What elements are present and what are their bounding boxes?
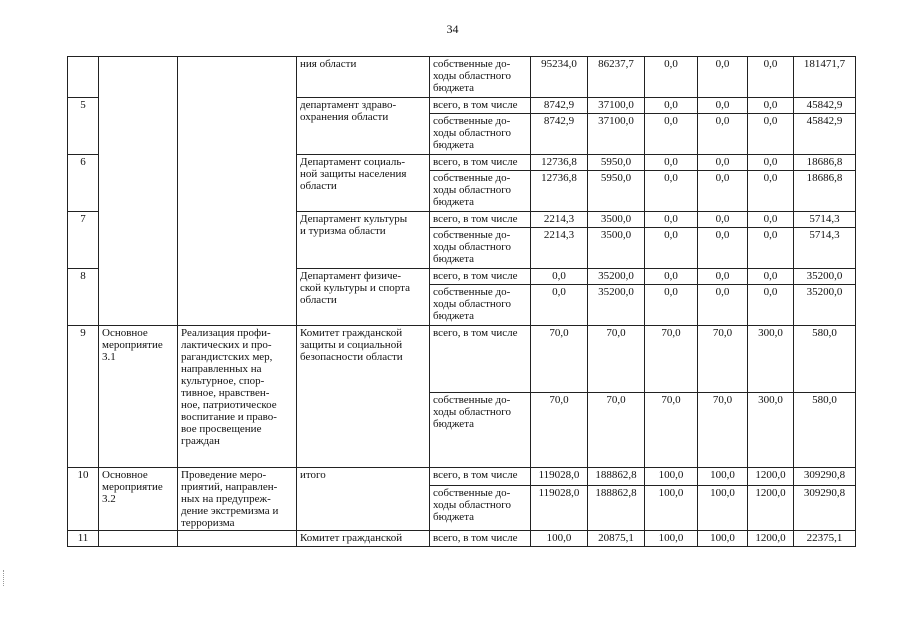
funding-type-cell: всего, в том числе [430, 269, 531, 285]
action-cell: Основное мероприятие 3.1 [99, 326, 178, 468]
value-cell: 45842,9 [794, 114, 856, 155]
value-cell: 100,0 [645, 531, 698, 547]
funding-type-cell: собственные до- ходы областного бюджета [430, 285, 531, 326]
value-cell: 35200,0 [794, 285, 856, 326]
value-cell: 12736,8 [531, 155, 588, 171]
funding-type-cell: собственные до- ходы областного бюджета [430, 228, 531, 269]
executor-cell: департамент здраво- охранения области [297, 98, 430, 155]
value-cell: 37100,0 [588, 98, 645, 114]
value-cell: 0,0 [698, 269, 748, 285]
action-cell: Основное мероприятие 3.2 [99, 468, 178, 531]
funding-type-cell: собственные до- ходы областного бюджета [430, 485, 531, 530]
table-row [68, 531, 856, 547]
value-cell: 0,0 [748, 171, 794, 212]
value-cell: 0,0 [698, 212, 748, 228]
value-cell: 100,0 [698, 468, 748, 486]
table-row [68, 468, 856, 486]
value-cell: 309290,8 [794, 468, 856, 486]
value-cell: 2214,3 [531, 212, 588, 228]
value-cell: 3500,0 [588, 212, 645, 228]
executor-cell: Департамент культуры и туризма области [297, 212, 430, 269]
value-cell: 5950,0 [588, 171, 645, 212]
value-cell: 188862,8 [588, 468, 645, 486]
value-cell: 0,0 [645, 285, 698, 326]
value-cell: 100,0 [698, 531, 748, 547]
value-cell: 119028,0 [531, 468, 588, 486]
funding-type-cell: собственные до- ходы областного бюджета [430, 57, 531, 98]
row-number: 10 [68, 468, 99, 531]
value-cell: 1200,0 [748, 485, 794, 530]
value-cell: 309290,8 [794, 485, 856, 530]
value-cell: 37100,0 [588, 114, 645, 155]
title-cell [178, 57, 297, 326]
value-cell: 188862,8 [588, 485, 645, 530]
title-cell: Проведение меро- приятий, направлен- ных на предупреж- дение экстремизма и терроризма [178, 468, 297, 531]
value-cell: 580,0 [794, 326, 856, 393]
value-cell: 0,0 [698, 57, 748, 98]
value-cell: 0,0 [645, 98, 698, 114]
value-cell: 3500,0 [588, 228, 645, 269]
action-cell [99, 57, 178, 326]
row-number: 9 [68, 326, 99, 468]
funding-type-cell: собственные до- ходы областного бюджета [430, 171, 531, 212]
table-row [68, 326, 856, 393]
value-cell: 70,0 [588, 326, 645, 393]
value-cell: 0,0 [698, 155, 748, 171]
funding-type-cell: собственные до- ходы областного бюджета [430, 393, 531, 468]
value-cell: 0,0 [645, 57, 698, 98]
value-cell: 0,0 [645, 155, 698, 171]
funding-type-cell: всего, в том числе [430, 155, 531, 171]
value-cell: 580,0 [794, 393, 856, 468]
row-number: 11 [68, 531, 99, 547]
value-cell: 86237,7 [588, 57, 645, 98]
value-cell: 70,0 [698, 393, 748, 468]
value-cell: 22375,1 [794, 531, 856, 547]
funding-type-cell: всего, в том числе [430, 98, 531, 114]
value-cell: 1200,0 [748, 531, 794, 547]
executor-cell: Комитет гражданской защиты и социальной безопасности области [297, 326, 430, 468]
value-cell: 2214,3 [531, 228, 588, 269]
value-cell: 35200,0 [794, 269, 856, 285]
value-cell: 0,0 [748, 98, 794, 114]
value-cell: 8742,9 [531, 114, 588, 155]
value-cell: 100,0 [531, 531, 588, 547]
value-cell: 18686,8 [794, 171, 856, 212]
value-cell: 0,0 [748, 114, 794, 155]
title-cell: Реализация профи- лактических и про- pагандистских мер, направленных на культурное, спор- тивное, нравствен- ное, патриотическое воспитание и право- вое просвещение граждан [178, 326, 297, 468]
value-cell: 0,0 [645, 171, 698, 212]
value-cell: 70,0 [698, 326, 748, 393]
value-cell: 119028,0 [531, 485, 588, 530]
row-number: 8 [68, 269, 99, 326]
row-number: 7 [68, 212, 99, 269]
value-cell: 300,0 [748, 393, 794, 468]
value-cell: 300,0 [748, 326, 794, 393]
value-cell: 0,0 [698, 114, 748, 155]
value-cell: 0,0 [748, 285, 794, 326]
value-cell: 100,0 [645, 485, 698, 530]
value-cell: 18686,8 [794, 155, 856, 171]
value-cell: 70,0 [645, 393, 698, 468]
value-cell: 100,0 [698, 485, 748, 530]
value-cell: 5714,3 [794, 228, 856, 269]
value-cell: 12736,8 [531, 171, 588, 212]
executor-cell: Комитет гражданской [297, 531, 430, 547]
row-number: 5 [68, 98, 99, 155]
budget-table [67, 56, 856, 547]
value-cell: 0,0 [698, 171, 748, 212]
executor-cell: Департамент физиче- ской культуры и спорта области [297, 269, 430, 326]
row-number [68, 57, 99, 98]
value-cell: 181471,7 [794, 57, 856, 98]
title-cell [178, 531, 297, 547]
value-cell: 0,0 [698, 285, 748, 326]
value-cell: 0,0 [645, 114, 698, 155]
value-cell: 0,0 [531, 285, 588, 326]
margin-marks [3, 570, 6, 586]
funding-type-cell: всего, в том числе [430, 326, 531, 393]
executor-cell: Департамент социаль- ной защиты населения области [297, 155, 430, 212]
value-cell: 35200,0 [588, 269, 645, 285]
value-cell: 5714,3 [794, 212, 856, 228]
value-cell: 0,0 [645, 212, 698, 228]
value-cell: 70,0 [645, 326, 698, 393]
value-cell: 70,0 [531, 393, 588, 468]
value-cell: 70,0 [531, 326, 588, 393]
value-cell: 35200,0 [588, 285, 645, 326]
value-cell: 0,0 [748, 212, 794, 228]
value-cell: 0,0 [748, 57, 794, 98]
funding-type-cell: всего, в том числе [430, 531, 531, 547]
row-number: 6 [68, 155, 99, 212]
action-cell [99, 531, 178, 547]
value-cell: 0,0 [748, 269, 794, 285]
funding-type-cell: собственные до- ходы областного бюджета [430, 114, 531, 155]
value-cell: 70,0 [588, 393, 645, 468]
executor-cell: ния области [297, 57, 430, 98]
value-cell: 0,0 [698, 98, 748, 114]
value-cell: 0,0 [645, 269, 698, 285]
value-cell: 1200,0 [748, 468, 794, 486]
value-cell: 8742,9 [531, 98, 588, 114]
value-cell: 0,0 [698, 228, 748, 269]
value-cell: 45842,9 [794, 98, 856, 114]
executor-cell: итого [297, 468, 430, 531]
value-cell: 0,0 [645, 228, 698, 269]
funding-type-cell: всего, в том числе [430, 212, 531, 228]
value-cell: 95234,0 [531, 57, 588, 98]
funding-type-cell: всего, в том числе [430, 468, 531, 486]
value-cell: 5950,0 [588, 155, 645, 171]
value-cell: 0,0 [748, 155, 794, 171]
value-cell: 20875,1 [588, 531, 645, 547]
page-number: 34 [446, 22, 459, 36]
value-cell: 0,0 [531, 269, 588, 285]
value-cell: 0,0 [748, 228, 794, 269]
value-cell: 100,0 [645, 468, 698, 486]
table-row [68, 57, 856, 98]
